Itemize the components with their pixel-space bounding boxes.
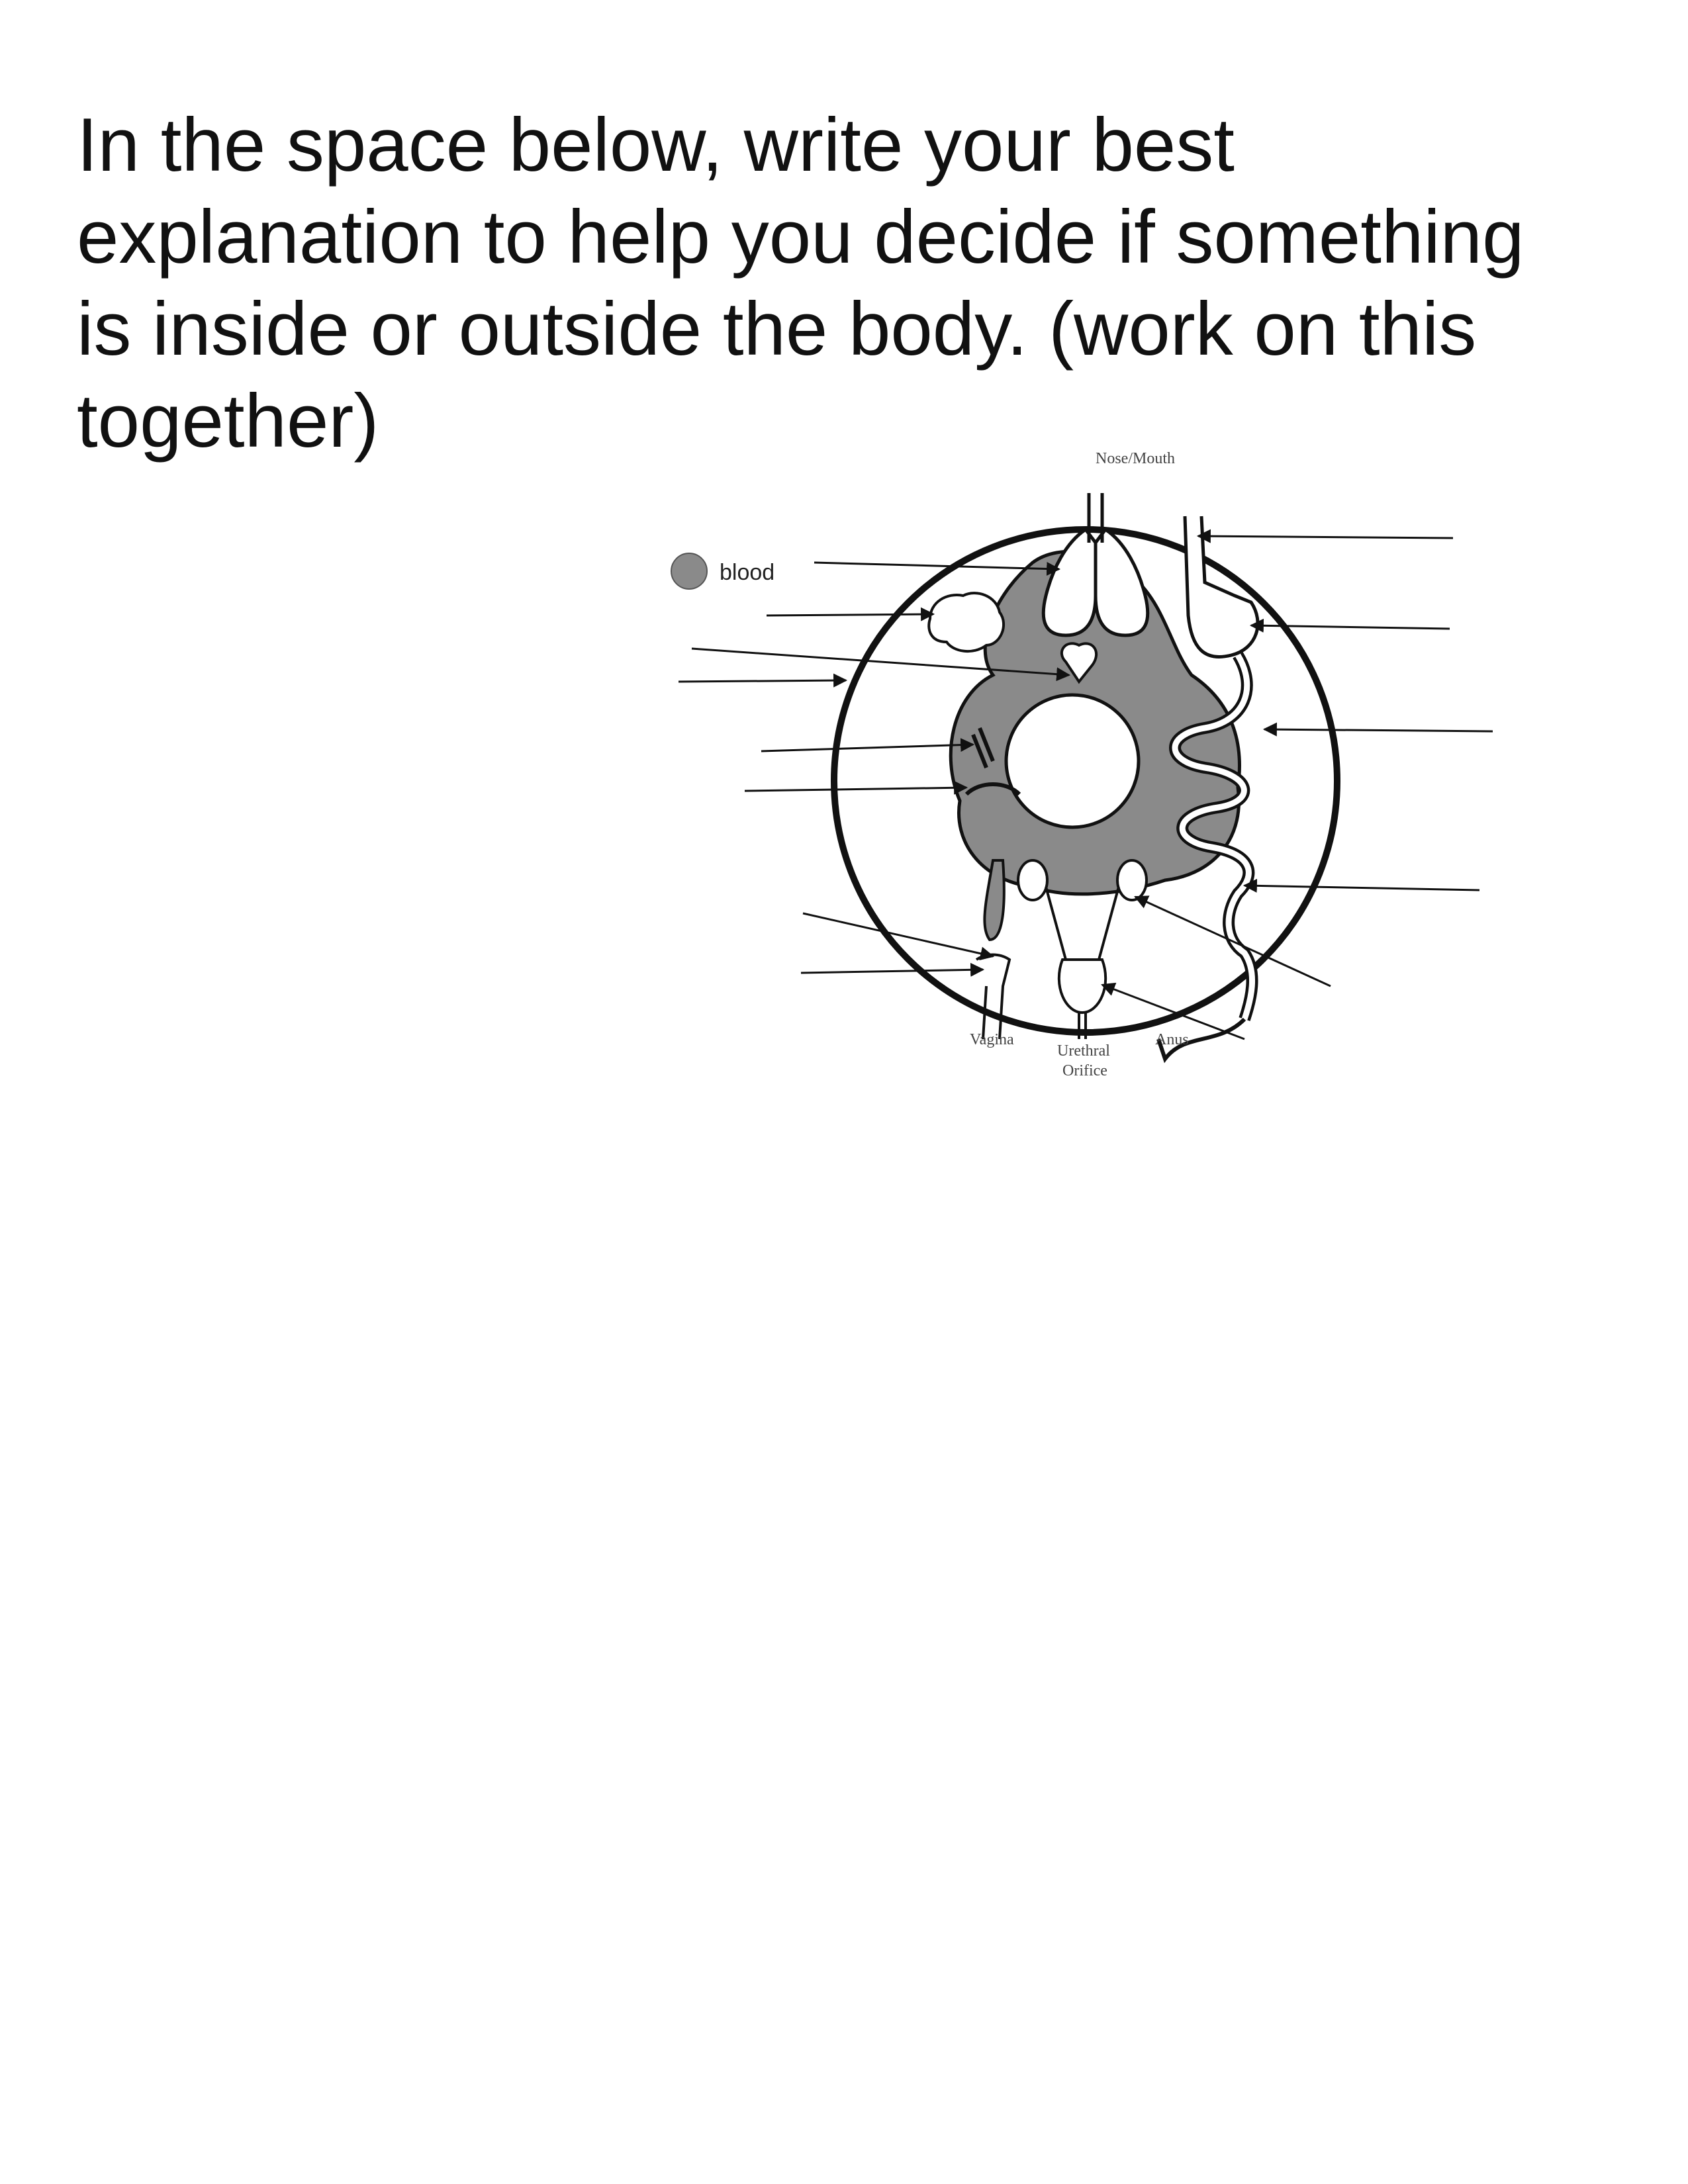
leader-line xyxy=(801,970,983,973)
instruction-line-1: In the space below, write your best xyxy=(77,103,1235,187)
label-nose-mouth: Nose/Mouth xyxy=(1096,450,1175,467)
left-lung xyxy=(1043,529,1096,635)
blood-drip xyxy=(984,860,1004,940)
ureters xyxy=(1046,887,1119,960)
right-kidney xyxy=(1117,860,1147,900)
leader-line xyxy=(767,614,933,615)
leader-line xyxy=(745,788,966,791)
right-lung xyxy=(1096,529,1148,635)
leader-line xyxy=(814,563,1059,569)
leader-line xyxy=(1198,536,1453,538)
bladder xyxy=(1059,960,1105,1013)
leader-line xyxy=(1264,729,1493,731)
uterus xyxy=(976,955,1009,1040)
blood-legend-label: blood xyxy=(720,560,775,585)
instruction-line-2: explanation to help you decide if something xyxy=(77,195,1524,279)
brain xyxy=(929,593,1004,651)
leader-line xyxy=(761,745,973,751)
instruction-line-3: is inside or outside the body. (work on this xyxy=(77,287,1477,371)
label-urethral: Urethral xyxy=(1057,1042,1110,1060)
label-anus: Anus xyxy=(1155,1031,1189,1048)
blood-legend xyxy=(671,553,774,589)
left-kidney xyxy=(1018,860,1047,900)
instruction-line-4: together) xyxy=(77,379,379,463)
leader-line xyxy=(679,680,846,682)
leader-line xyxy=(1244,886,1479,890)
blood-legend-swatch xyxy=(671,553,707,589)
label-vagina: Vagina xyxy=(970,1031,1014,1048)
label-orifice: Orifice xyxy=(1062,1062,1107,1079)
central-cavity xyxy=(1006,695,1139,827)
